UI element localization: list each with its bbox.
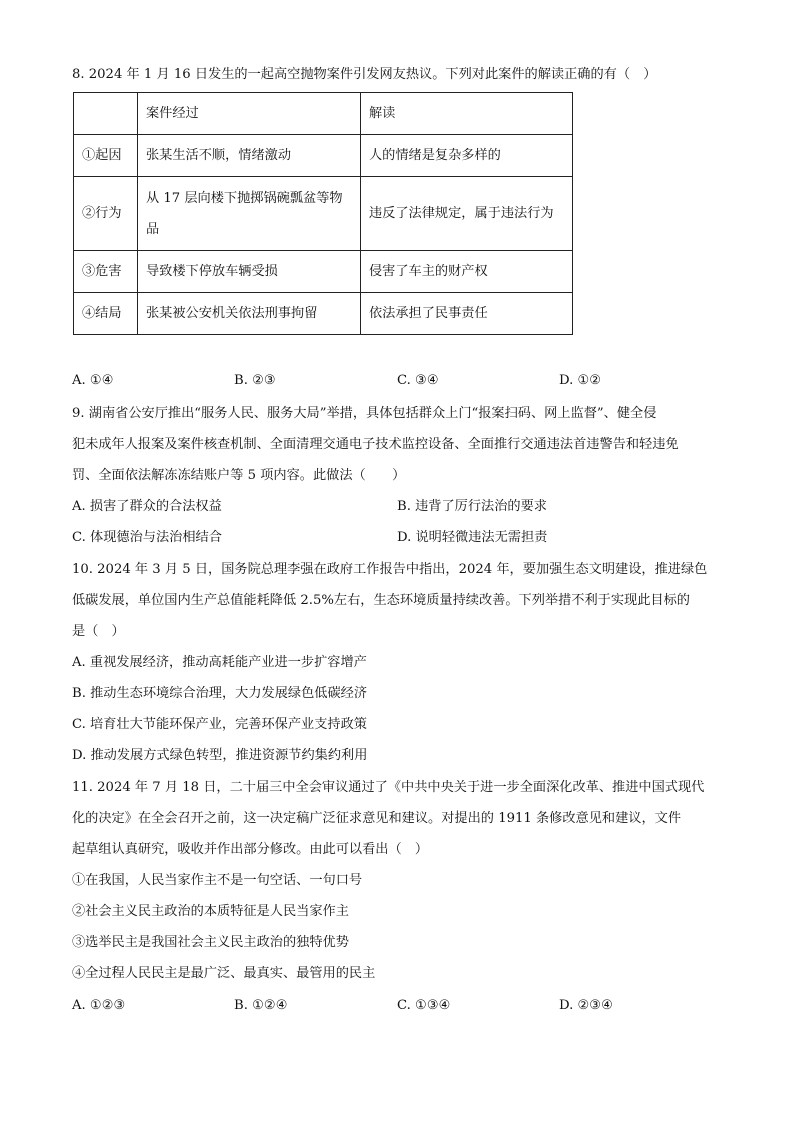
- q11-stem-line: 11. 2024 年 7 月 18 日，二十届三中全会审议通过了《中共中央关于进一步全面深化改革、推进中国式现代: [72, 780, 705, 795]
- q9-option-d[interactable]: D. 说明轻微违法无需担责: [397, 530, 548, 545]
- q9-stem-line: 9. 湖南省公安厅推出“服务人民、服务大局”举措，具体包括群众上门“报案扫码、网上监督”、健全侵: [72, 406, 657, 421]
- table-cell: 违反了法律规定，属于违法行为: [361, 177, 573, 251]
- table-cell: 人的情绪是复杂多样的: [361, 135, 573, 177]
- table-header-row: [74, 93, 573, 135]
- q9-option-b[interactable]: B. 违背了厉行法治的要求: [397, 499, 547, 514]
- table-cell: ②行为: [74, 177, 138, 251]
- q11-option-c[interactable]: C. ①③④: [397, 998, 451, 1013]
- q11-option-a[interactable]: A. ①②③: [72, 998, 126, 1013]
- q8-option-c[interactable]: C. ③④: [397, 373, 439, 388]
- table-cell: ①起因: [74, 135, 138, 177]
- q8-option-d[interactable]: D. ①②: [559, 373, 602, 388]
- case-table: [73, 92, 573, 335]
- q10-stem-line: 是（ ）: [72, 624, 125, 639]
- q10-option-b[interactable]: B. 推动生态环境综合治理，大力发展绿色低碳经济: [72, 686, 368, 701]
- q11-option-d[interactable]: D. ②③④: [559, 998, 613, 1013]
- table-cell: 张某生活不顺，情绪激动: [138, 135, 361, 177]
- q10-stem-line: 10. 2024 年 3 月 5 日，国务院总理李强在政府工作报告中指出，2024 年，要加强生态文明建设，推进绿色: [72, 562, 708, 577]
- q11-statement: ③选举民主是我国社会主义民主政治的独特优势: [72, 935, 349, 950]
- q9-option-a[interactable]: A. 损害了群众的合法权益: [72, 499, 222, 514]
- q8-option-b[interactable]: B. ②③: [234, 373, 276, 388]
- table-cell: 解读: [361, 93, 573, 135]
- q11-option-b[interactable]: B. ①②④: [234, 998, 288, 1013]
- q10-stem-line: 低碳发展，单位国内生产总值能耗降低 2.5%左右，生态环境质量持续改善。下列举措不利于实现此目标的: [72, 593, 690, 608]
- q10-option-a[interactable]: A. 重视发展经济，推动高耗能产业进一步扩容增产: [72, 655, 367, 670]
- q11-stem-line: 起草组认真研究，吸收并作出部分修改。由此可以看出（ ）: [72, 842, 429, 857]
- q8-option-a[interactable]: A. ①④: [72, 373, 114, 388]
- table-cell: 导致楼下停放车辆受损: [138, 251, 361, 293]
- table-cell: 依法承担了民事责任: [361, 293, 573, 335]
- q9-option-c[interactable]: C. 体现德治与法治相结合: [72, 530, 222, 545]
- q11-statement: ④全过程人民民主是最广泛、最真实、最管用的民主: [72, 966, 376, 981]
- q10-option-c[interactable]: C. 培育壮大节能环保产业，完善环保产业支持政策: [72, 717, 367, 732]
- q11-statement: ①在我国，人民当家作主不是一句空话、一句口号: [72, 873, 363, 888]
- table-cell: ④结局: [74, 293, 138, 335]
- table-cell: 案件经过: [138, 93, 361, 135]
- q9-stem-line: 犯未成年人报案及案件核查机制、全面清理交通电子技术监控设备、全面推行交通违法首违警告和轻违免: [72, 437, 679, 452]
- table-cell: ③危害: [74, 251, 138, 293]
- table-cell: 从 17 层向楼下抛掷锅碗瓢盆等物品: [138, 177, 361, 251]
- table-cell: [74, 93, 138, 135]
- q11-stem-line: 化的决定》在全会召开之前，这一决定稿广泛征求意见和建议。对提出的 1911 条修改意见和建议，文件: [72, 811, 682, 826]
- table-row: [74, 135, 573, 177]
- q9-stem-line: 罚、全面依法解冻冻结账户等 5 项内容。此做法（ ）: [72, 468, 406, 483]
- table-row: [74, 251, 573, 293]
- q10-option-d[interactable]: D. 推动发展方式绿色转型，推进资源节约集约利用: [72, 748, 368, 763]
- q11-statement: ②社会主义民主政治的本质特征是人民当家作主: [72, 904, 349, 919]
- q8-stem: 8. 2024 年 1 月 16 日发生的一起高空抛物案件引发网友热议。下列对此案件的解读正确的有（ ）: [72, 67, 657, 82]
- table-cell: 张某被公安机关依法刑事拘留: [138, 293, 361, 335]
- table-row: [74, 293, 573, 335]
- table-cell: 侵害了车主的财产权: [361, 251, 573, 293]
- table-row: [74, 177, 573, 251]
